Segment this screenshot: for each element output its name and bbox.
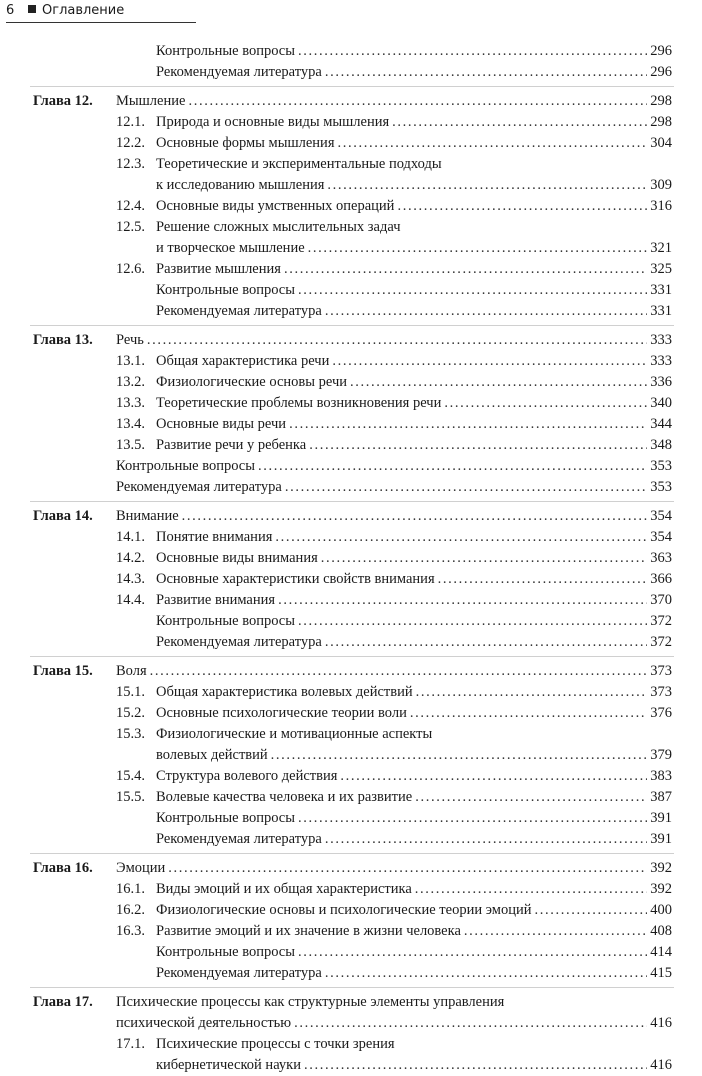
toc-entry-row	[0, 745, 702, 766]
leader-dots	[350, 372, 647, 393]
page-ref: 353	[650, 458, 672, 474]
page-ref: 316	[650, 198, 672, 214]
toc-entry-row	[0, 879, 702, 900]
leader-dots	[340, 766, 647, 787]
leader-dots	[415, 879, 647, 900]
entry-title: Развитие мышления	[156, 261, 281, 277]
page-ref: 392	[650, 860, 672, 876]
entry-title: Виды эмоций и их общая характеристика	[156, 881, 412, 897]
leader-dots	[258, 456, 647, 477]
toc-entry-row	[0, 301, 702, 322]
entry-title: Волевые качества человека и их развитие	[156, 789, 413, 805]
toc-chapter-row	[0, 661, 702, 682]
toc-entry-row	[0, 527, 702, 548]
entry-title: Природа и основные виды мышления	[156, 114, 390, 130]
toc-entry-row	[0, 682, 702, 703]
toc-chapter-row	[0, 992, 702, 1013]
entry-title: Основные виды внимания	[156, 550, 318, 566]
page-ref: 387	[650, 789, 672, 805]
entry-title: Контрольные вопросы	[156, 282, 295, 298]
leader-dots	[294, 1013, 647, 1034]
entry-title: Основные формы мышления	[156, 135, 335, 151]
leader-dots	[332, 351, 647, 372]
toc-entry-row	[0, 477, 702, 498]
toc-entry-row	[0, 1034, 702, 1055]
leader-dots	[298, 808, 647, 829]
section-number: 13.1.	[116, 353, 145, 369]
toc-entry-row	[0, 372, 702, 393]
entry-title: Рекомендуемая литература	[156, 831, 322, 847]
toc-entry-row	[0, 393, 702, 414]
toc-entry-row	[0, 703, 702, 724]
chapter-label: Глава 12.	[33, 93, 93, 109]
entry-title: Развитие внимания	[156, 592, 276, 608]
page-ref: 392	[650, 881, 672, 897]
leader-dots	[327, 175, 647, 196]
entry-title: Речь	[116, 332, 144, 348]
leader-dots	[415, 787, 647, 808]
leader-dots	[298, 280, 647, 301]
leader-dots	[271, 745, 648, 766]
page-ref: 296	[650, 43, 672, 59]
section-number: 13.3.	[116, 395, 145, 411]
leader-dots	[444, 393, 647, 414]
toc-chapter-row	[0, 506, 702, 527]
leader-dots	[438, 569, 648, 590]
toc-entry-row	[0, 196, 702, 217]
toc-chapter-row	[0, 330, 702, 351]
toc-entry-row	[0, 724, 702, 745]
entry-title: Рекомендуемая литература	[156, 64, 322, 80]
page-ref: 366	[650, 571, 672, 587]
leader-dots	[464, 921, 647, 942]
entry-title: Физиологические основы и психологические теории эмоций	[156, 902, 532, 918]
toc-entry-row	[0, 590, 702, 611]
entry-title: Основные виды умственных операций	[156, 198, 395, 214]
page-ref: 379	[650, 747, 672, 763]
page-ref: 383	[650, 768, 672, 784]
page-ref: 363	[650, 550, 672, 566]
leader-dots	[325, 632, 647, 653]
leader-dots	[147, 330, 647, 351]
leader-dots	[304, 1055, 647, 1076]
toc-entry-row	[0, 259, 702, 280]
page-ref: 391	[650, 810, 672, 826]
entry-title: Решение сложных мыслительных задач	[156, 219, 401, 235]
toc-entry-row	[0, 900, 702, 921]
page-ref: 373	[650, 684, 672, 700]
toc-entry-row	[0, 435, 702, 456]
page-ref: 370	[650, 592, 672, 608]
toc-entry-row	[0, 963, 702, 984]
page-ref: 372	[650, 613, 672, 629]
entry-title: Развитие эмоций и их значение в жизни человека	[156, 923, 461, 939]
toc-entry-row	[0, 1013, 702, 1034]
entry-title: Развитие речи у ребенка	[156, 437, 307, 453]
page-ref: 415	[650, 965, 672, 981]
page-ref: 298	[650, 114, 672, 130]
entry-title: Физиологические и мотивационные аспекты	[156, 726, 433, 742]
toc-entry-row	[0, 175, 702, 196]
page-ref: 304	[650, 135, 672, 151]
section-number: 15.1.	[116, 684, 145, 700]
entry-title: Контрольные вопросы	[156, 944, 295, 960]
toc-entry-row	[0, 154, 702, 175]
toc-entry-row	[0, 766, 702, 787]
page-ref: 348	[650, 437, 672, 453]
toc-entry-row	[0, 351, 702, 372]
chapter-label: Глава 17.	[33, 994, 93, 1010]
toc-entry-row	[0, 133, 702, 154]
chapter-separator	[30, 325, 674, 326]
leader-dots	[182, 506, 648, 527]
leader-dots	[298, 41, 647, 62]
leader-dots	[392, 112, 647, 133]
entry-title: Психические процессы как структурные элементы управления	[116, 994, 505, 1010]
page-ref: 333	[650, 332, 672, 348]
section-number: 17.1.	[116, 1036, 145, 1052]
entry-title: Структура волевого действия	[156, 768, 338, 784]
leader-dots	[309, 435, 647, 456]
toc-entry-row	[0, 942, 702, 963]
leader-dots	[278, 590, 647, 611]
entry-title: Контрольные вопросы	[156, 810, 295, 826]
section-number: 16.1.	[116, 881, 145, 897]
entry-title: Рекомендуемая литература	[156, 965, 322, 981]
entry-title: Общая характеристика речи	[156, 353, 330, 369]
toc-entry-row	[0, 456, 702, 477]
entry-title: Внимание	[116, 508, 179, 524]
entry-title: Общая характеристика волевых действий	[156, 684, 413, 700]
page-ref: 373	[650, 663, 672, 679]
toc-entry-row	[0, 611, 702, 632]
chapter-label: Глава 14.	[33, 508, 93, 524]
entry-title: Контрольные вопросы	[156, 613, 295, 629]
section-number: 12.6.	[116, 261, 145, 277]
page-ref: 391	[650, 831, 672, 847]
section-number: 15.2.	[116, 705, 145, 721]
page-ref: 414	[650, 944, 672, 960]
toc-entry-row	[0, 632, 702, 653]
page-ref: 321	[650, 240, 672, 256]
leader-dots	[416, 682, 648, 703]
toc-entry-row	[0, 569, 702, 590]
header-title: Оглавление	[42, 3, 125, 18]
toc-entry-row	[0, 808, 702, 829]
toc-chapter-row	[0, 858, 702, 879]
entry-title: Основные виды речи	[156, 416, 287, 432]
toc-entry-row	[0, 217, 702, 238]
section-number: 15.4.	[116, 768, 145, 784]
toc-entry-row	[0, 280, 702, 301]
toc-entry-row	[0, 548, 702, 569]
section-number: 13.4.	[116, 416, 145, 432]
entry-title: Рекомендуемая литература	[116, 479, 282, 495]
entry-title: Психические процессы с точки зрения	[156, 1036, 395, 1052]
chapter-label: Глава 13.	[33, 332, 93, 348]
page-ref: 309	[650, 177, 672, 193]
section-number: 16.3.	[116, 923, 145, 939]
entry-title: Физиологические основы речи	[156, 374, 347, 390]
entry-title: Основные психологические теории воли	[156, 705, 407, 721]
entry-title: психической деятельностью	[116, 1015, 292, 1031]
entry-title: Воля	[116, 663, 147, 679]
page-number: 6	[6, 3, 15, 18]
page-ref: 296	[650, 64, 672, 80]
entry-title: Контрольные вопросы	[156, 43, 295, 59]
page-ref: 372	[650, 634, 672, 650]
entry-title: Понятие внимания	[156, 529, 273, 545]
page-ref: 408	[650, 923, 672, 939]
leader-dots	[535, 900, 648, 921]
entry-title: Рекомендуемая литература	[156, 303, 322, 319]
chapter-label: Глава 16.	[33, 860, 93, 876]
toc-entry-row	[0, 1055, 702, 1076]
leader-dots	[298, 942, 647, 963]
running-header	[6, 2, 196, 23]
leader-dots	[308, 238, 648, 259]
leader-dots	[285, 477, 647, 498]
square-bullet-icon	[28, 5, 36, 13]
toc-entry-row	[0, 787, 702, 808]
leader-dots	[321, 548, 648, 569]
leader-dots	[325, 963, 647, 984]
section-number: 12.5.	[116, 219, 145, 235]
section-number: 13.5.	[116, 437, 145, 453]
section-number: 12.3.	[116, 156, 145, 172]
leader-dots	[338, 133, 648, 154]
toc-entry-row	[0, 112, 702, 133]
toc-entry-row	[0, 62, 702, 83]
toc-entry-row	[0, 414, 702, 435]
page-ref: 416	[650, 1057, 672, 1073]
section-number: 16.2.	[116, 902, 145, 918]
entry-title: Теоретические и экспериментальные подходы	[156, 156, 442, 172]
page-ref: 298	[650, 93, 672, 109]
page-ref: 336	[650, 374, 672, 390]
leader-dots	[275, 527, 647, 548]
section-number: 15.3.	[116, 726, 145, 742]
leader-dots	[168, 858, 647, 879]
entry-title: Основные характеристики свойств внимания	[156, 571, 435, 587]
page-ref: 400	[650, 902, 672, 918]
entry-title: к исследованию мышления	[156, 177, 325, 193]
entry-title: Мышление	[116, 93, 186, 109]
page-ref: 325	[650, 261, 672, 277]
chapter-separator	[30, 987, 674, 988]
section-number: 12.1.	[116, 114, 145, 130]
leader-dots	[325, 829, 647, 850]
toc-entry-row	[0, 829, 702, 850]
leader-dots	[410, 703, 647, 724]
leader-dots	[325, 62, 647, 83]
section-number: 12.4.	[116, 198, 145, 214]
toc-entry-row	[0, 238, 702, 259]
chapter-separator	[30, 656, 674, 657]
entry-title: Теоретические проблемы возникновения речи	[156, 395, 442, 411]
section-number: 12.2.	[116, 135, 145, 151]
leader-dots	[325, 301, 647, 322]
entry-title: волевых действий	[156, 747, 268, 763]
leader-dots	[150, 661, 648, 682]
leader-dots	[298, 611, 647, 632]
chapter-separator	[30, 86, 674, 87]
section-number: 13.2.	[116, 374, 145, 390]
page-ref: 331	[650, 303, 672, 319]
page-ref: 354	[650, 508, 672, 524]
leader-dots	[289, 414, 647, 435]
leader-dots	[188, 91, 647, 112]
page-ref: 353	[650, 479, 672, 495]
chapter-separator	[30, 501, 674, 502]
toc-chapter-row	[0, 91, 702, 112]
section-number: 14.2.	[116, 550, 145, 566]
page-ref: 340	[650, 395, 672, 411]
section-number: 14.1.	[116, 529, 145, 545]
section-number: 14.3.	[116, 571, 145, 587]
entry-title: Эмоции	[116, 860, 166, 876]
entry-title: Контрольные вопросы	[116, 458, 255, 474]
entry-title: Рекомендуемая литература	[156, 634, 322, 650]
toc-entry-row	[0, 41, 702, 62]
chapter-label: Глава 15.	[33, 663, 93, 679]
entry-title: и творческое мышление	[156, 240, 305, 256]
section-number: 15.5.	[116, 789, 145, 805]
toc-entry-row	[0, 921, 702, 942]
chapter-separator	[30, 853, 674, 854]
leader-dots	[397, 196, 647, 217]
page-ref: 376	[650, 705, 672, 721]
page-ref: 354	[650, 529, 672, 545]
page-ref: 344	[650, 416, 672, 432]
leader-dots	[284, 259, 647, 280]
page-ref: 416	[650, 1015, 672, 1031]
section-number: 14.4.	[116, 592, 145, 608]
entry-title: кибернетической науки	[156, 1057, 301, 1073]
page-ref: 331	[650, 282, 672, 298]
page-ref: 333	[650, 353, 672, 369]
